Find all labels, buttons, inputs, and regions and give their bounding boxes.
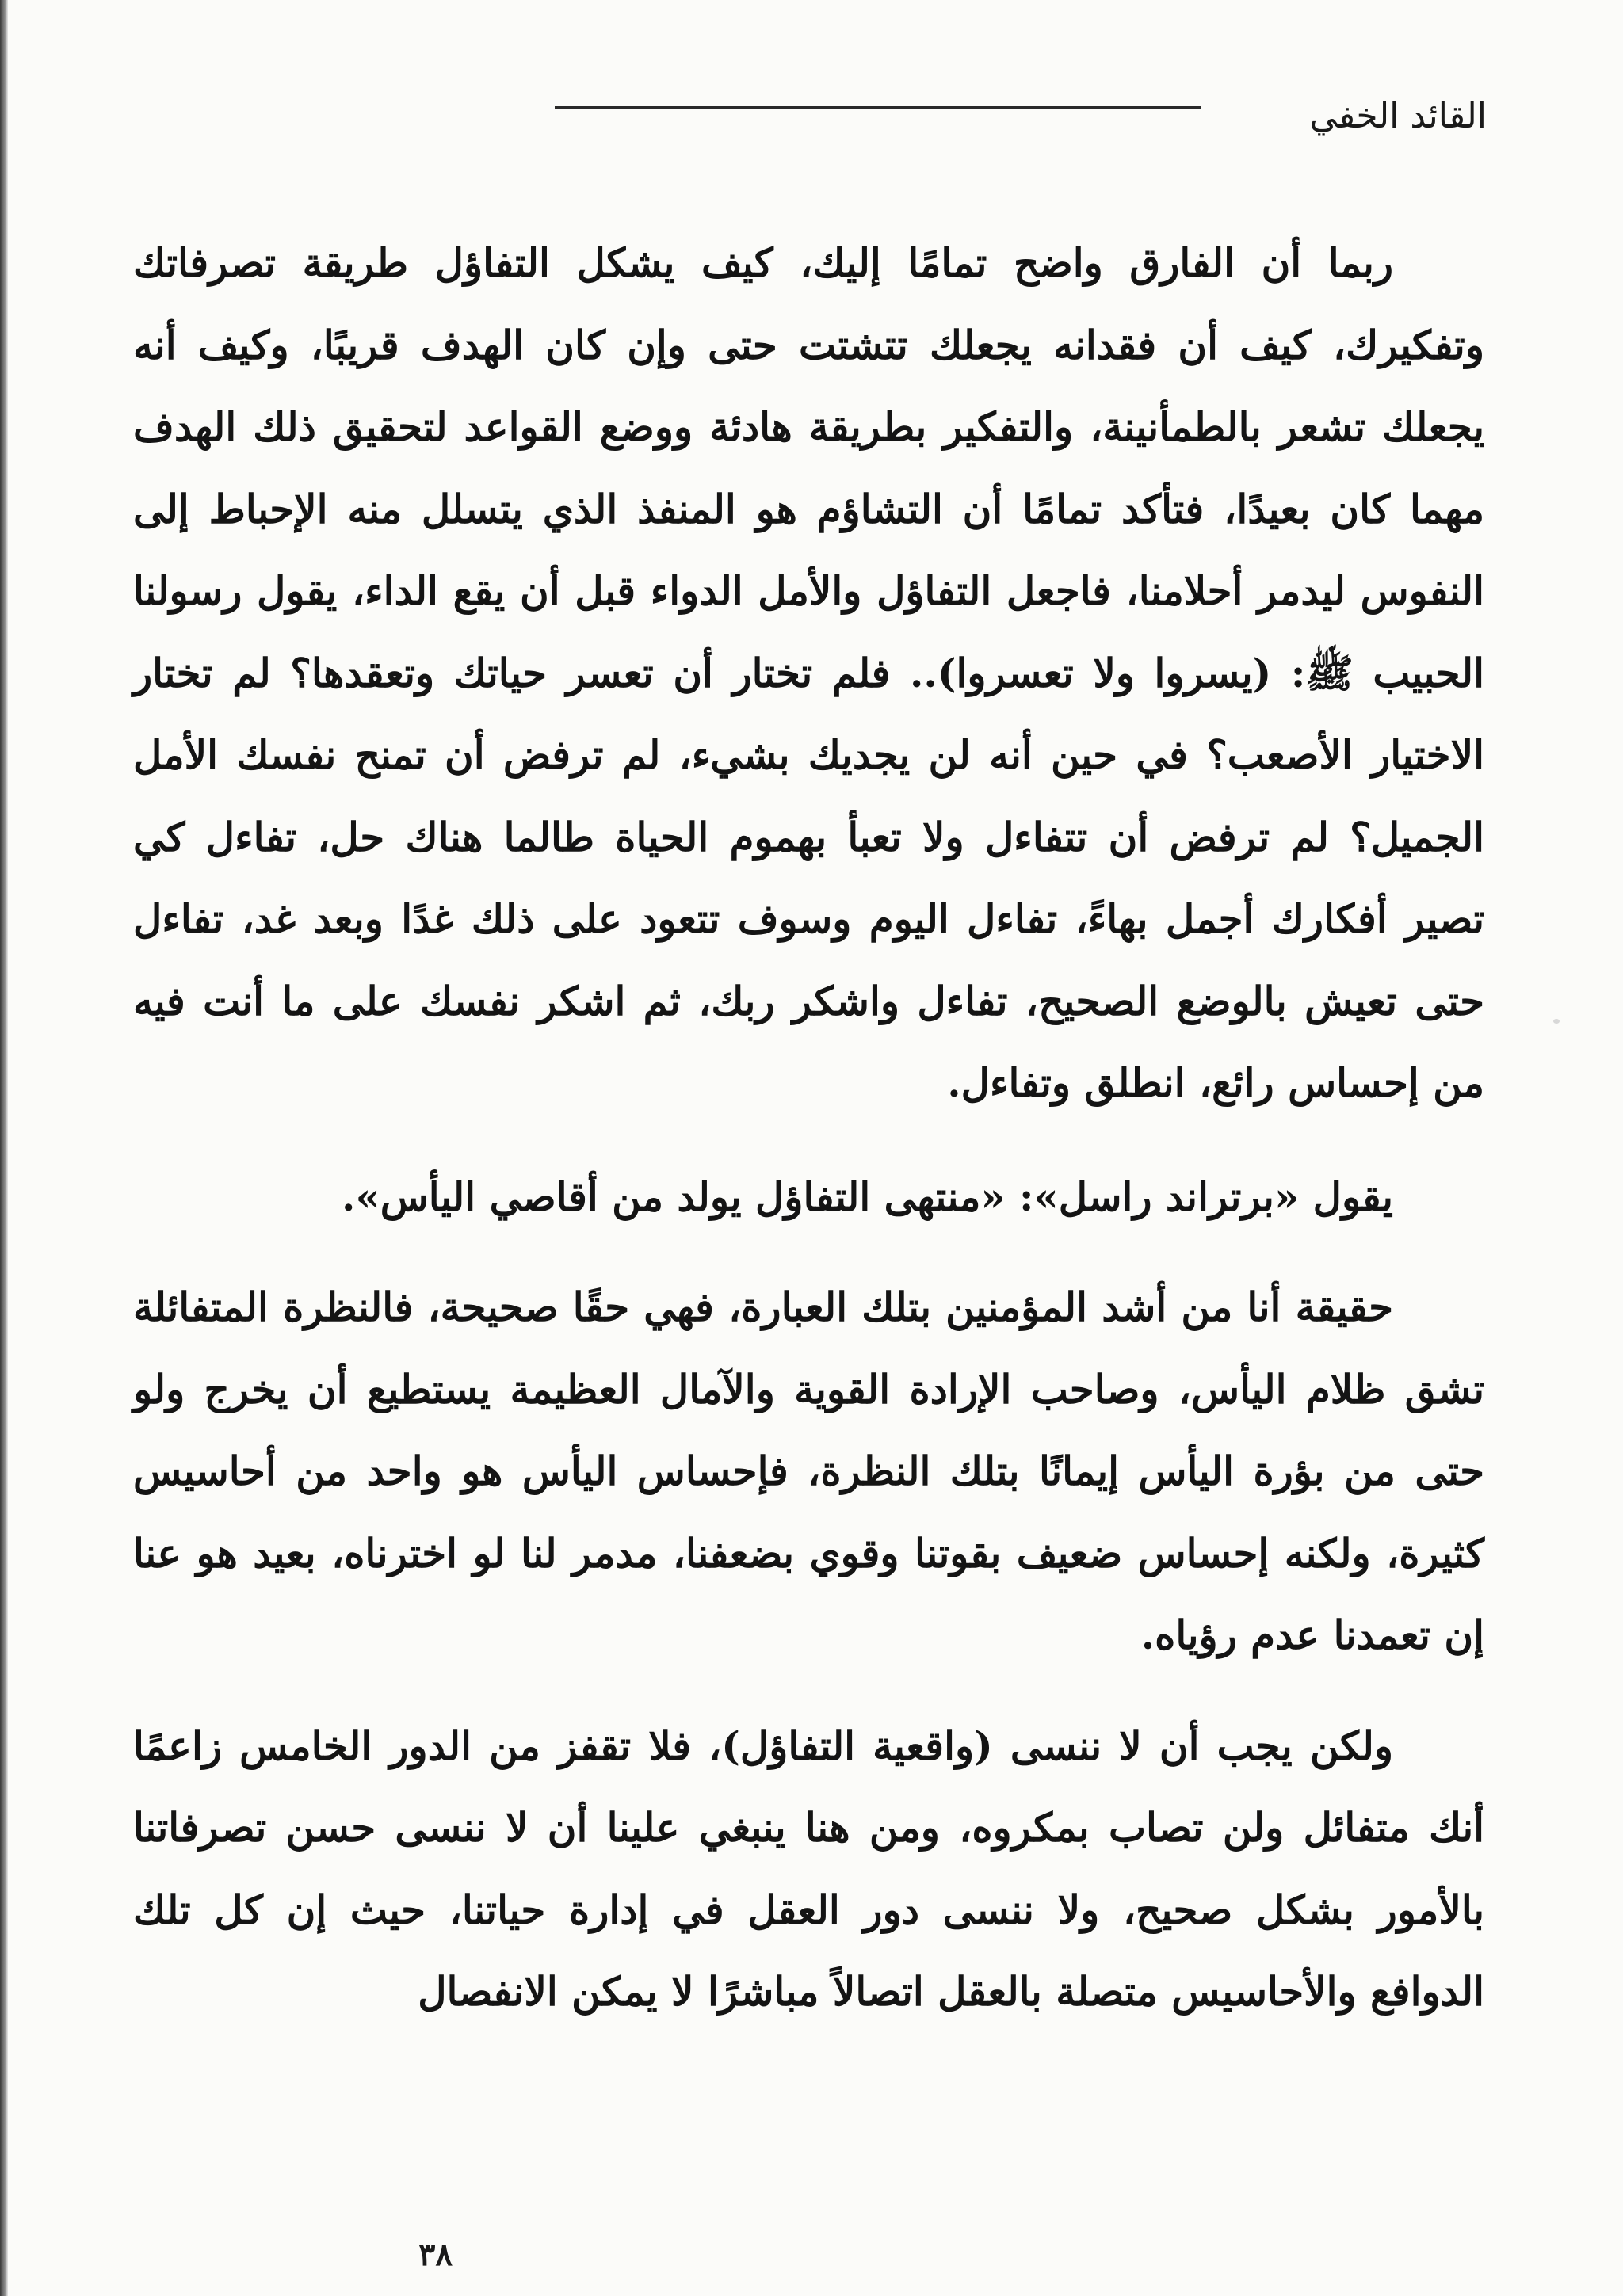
paragraph-optimism-effects: ربما أن الفارق واضح تمامًا إليك، كيف يشكل التفاؤل طريقة تصرفاتك وتفكيرك، كيف أن فقدانه يجعلك تتشتت حتى وإن كان الهدف قريبًا، وكيف أنه يجعلك تشعر بالطمأنينة، والتفكير بطريقة هادئة ووضع القواعد لتحقيق ذلك الهدف مهما كان بعيدًا، فتأكد تمامًا أن التشاؤم هو المنفذ الذي يتسلل منه الإحباط إلى النفوس ليدمر أحلامنا، فاجعل التفاؤل والأمل الدواء قبل أن يقع الداء، يقول رسولنا الحبيب ﷺ: (يسروا ولا تعسروا).. فلم تختار أن تعسر حياتك وتعقدها؟ لم تختار الاختيار الأصعب؟ في حين أنه لن يجديك بشيء، لم ترفض أن تمنح نفسك الأمل الجميل؟ لم ترفض أن تتفاءل ولا تعبأ بهموم الحياة طالما هناك حل، تفاءل كي تصير أفكارك أجمل بهاءً، تفاءل اليوم وسوف تتعود على ذلك غدًا وبعد غد، تفاءل حتى تعيش بالوضع الصحيح، تفاءل واشكر ربك، ثم اشكر نفسك على ما أنت فيه من إحساس رائع، انطلق وتفاءل. (133, 239, 1484, 1106)
header-rule (555, 106, 1201, 109)
body-text (133, 222, 1484, 2033)
paragraph-russell-quote: يقول «برتراند راسل»: «منتهى التفاؤل يولد من أقاصي اليأس». (342, 1173, 1393, 1220)
page-number: ٣٨ (418, 2239, 453, 2266)
paragraph-despair: حقيقة أنا من أشد المؤمنين بتلك العبارة، فهي حقًا صحيحة، فالنظرة المتفائلة تشق ظلام اليأس، وصاحب الإرادة القوية والآمال العظيمة يستطيع أن يخرج ولو حتى من بؤرة اليأس إيمانًا بتلك النظرة، فإحساس اليأس هو واحد من أحاسيس كثيرة، ولكنه إحساس ضعيف بقوتنا وقوي بضعفنا، مدمر لنا لو اخترناه، بعيد هو عنا إن تعمدنا عدم رؤياه. (133, 1283, 1484, 1658)
running-title: القائد الخفي (1309, 96, 1487, 136)
paragraph-realistic-optimism: ولكن يجب أن لا ننسى (واقعية التفاؤل)، فلا تقفز من الدور الخامس زاعمًا أنك متفائل ولن تصاب بمكروه، ومن هنا ينبغي علينا أن لا ننسى حسن تصرفاتنا بالأمور بشكل صحيح، ولا ننسى دور العقل في إدارة حياتنا، حيث إن كل تلك الدوافع والأحاسيس متصلة بالعقل اتصالاً مباشرًا لا يمكن الانفصال (133, 1722, 1484, 2015)
scan-speck (1553, 1019, 1560, 1024)
binding-edge (0, 0, 8, 2296)
